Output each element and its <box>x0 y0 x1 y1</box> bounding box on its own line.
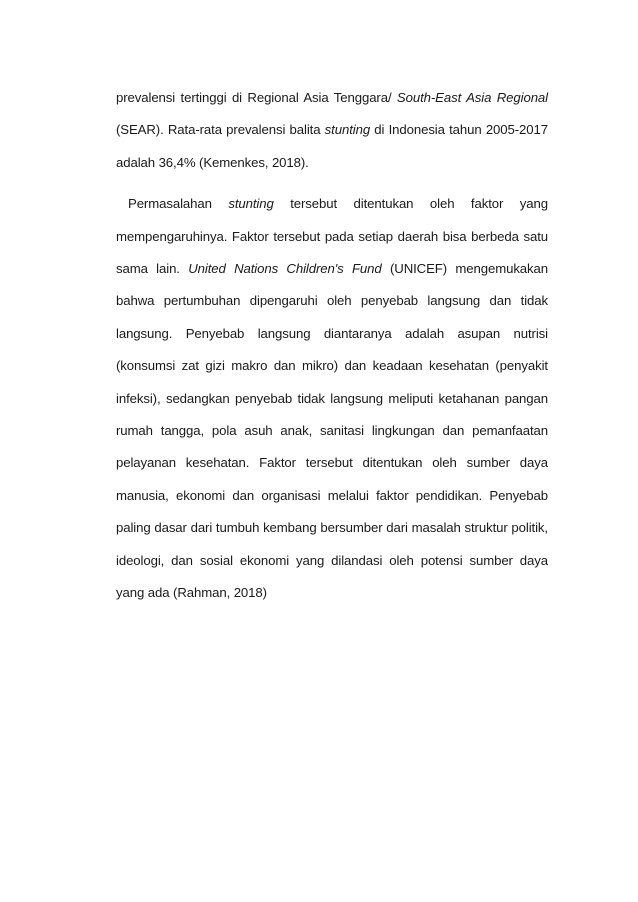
paragraph-factors <box>116 188 548 609</box>
text-segment: (UNICEF) mengemukakan bahwa pertumbuhan dipengaruhi oleh penyebab langsung dan tidak langsung. Penyebab langsung diantaranya adalah asupan nutrisi (konsumsi zat gizi makro dan mikro) dan keadaan kesehatan (penyakit infeksi), sedangkan penyebab tidak langsung meliputi ketahanan pangan rumah tangga, pola asuh anak, sanitasi lingkungan dan pemanfaatan pelayanan kesehatan. Faktor tersebut ditentukan oleh sumber daya manusia, ekonomi dan organisasi melalui faktor pendidikan. Penyebab paling dasar dari tumbuh kembang bersumber dari masalah struktur politik, ideologi, dan sosial ekonomi yang dilandasi oleh potensi sumber daya yang ada (Rahman, 2018) <box>116 261 549 601</box>
text-segment: tersebut ditentukan oleh faktor yang mempengaruhinya. Faktor tersebut pada setiap daerah bisa berbeda satu sama lain. <box>116 196 548 277</box>
text-segment: Permasalahan <box>128 196 229 212</box>
text-segment: prevalensi tertinggi di Regional Asia Tenggara/ <box>116 90 397 105</box>
italic-term-unicef: United Nations Children's Fund <box>188 261 382 277</box>
text-segment: di Indonesia tahun 2005-2017 adalah 36,4% (Kemenkes, 2018). <box>116 122 548 170</box>
text-segment: (SEAR). Rata-rata prevalensi balita <box>116 122 325 138</box>
paragraph-prevalence <box>116 82 548 179</box>
italic-term-stunting: stunting <box>228 196 274 212</box>
body-text <box>116 82 548 610</box>
italic-term-stunting: stunting <box>324 122 371 138</box>
italic-term-south-east-asia-regional: South-East Asia Regional <box>396 90 548 105</box>
